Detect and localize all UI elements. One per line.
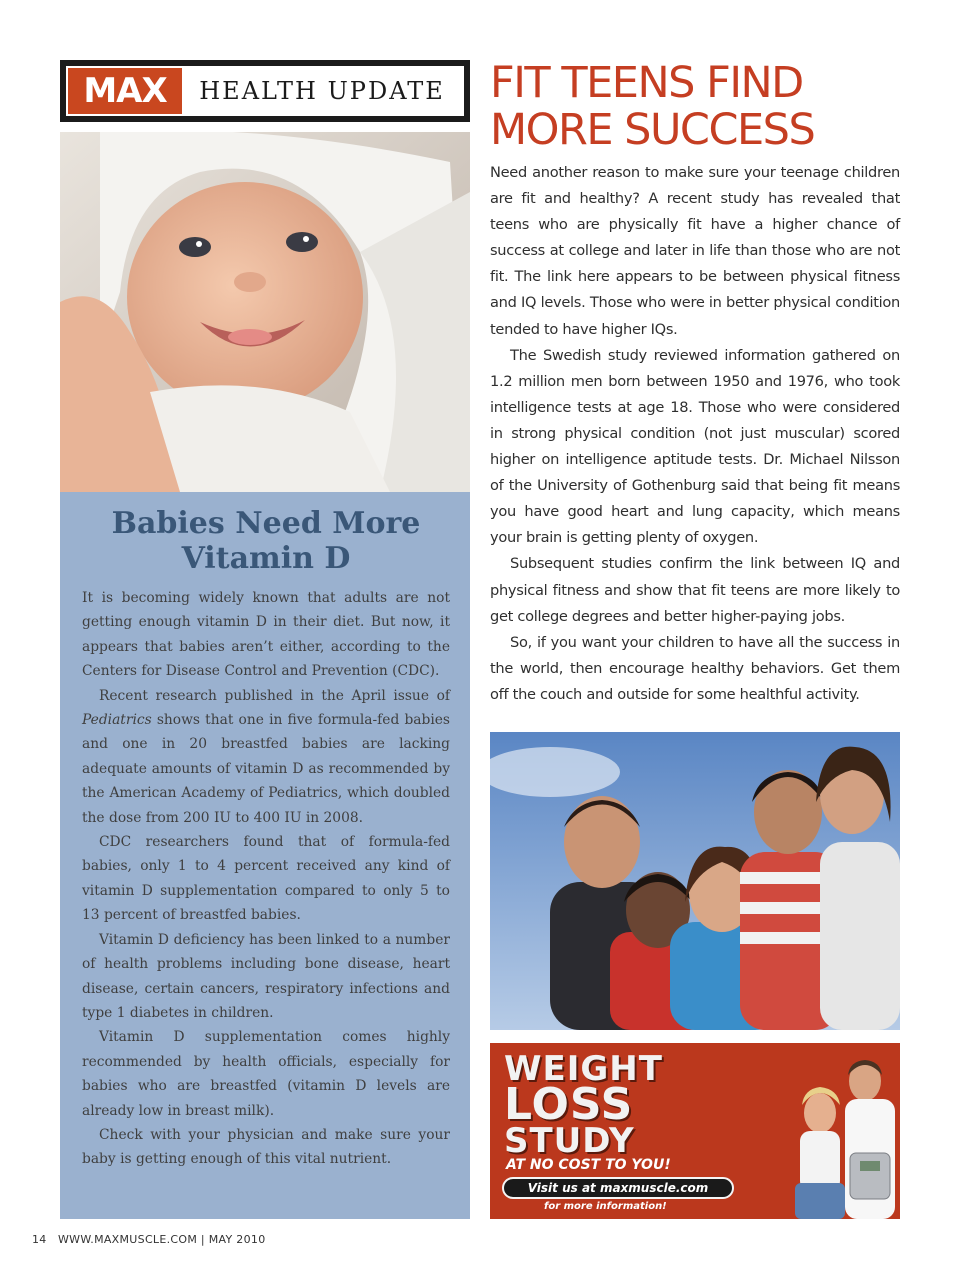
- teens-group-photo: [490, 732, 900, 1030]
- vitamin-d-heading: [82, 506, 450, 576]
- fit-teens-paragraph-1: Need another reason to make sure your teenage children are fit and healthy? A recent study has revealed that teens who are physically fit have a higher chance of success at college and later in life than those who are not fit. The link here appears to be between physical fitness and IQ levels. Those who were in better physical condition tended to have higher IQs.: [490, 164, 900, 338]
- footer-website: WWW.MAXMUSCLE.COM: [58, 1233, 198, 1246]
- vitamin-d-body: [82, 586, 450, 1172]
- pediatrics-journal-name: Pediatrics: [82, 712, 152, 729]
- vitamin-d-paragraph-5: Vitamin D supplementation comes highly recommended by health officials, especially for babies who are breastfed (vitamin D levels are already low in breast milk).: [82, 1029, 450, 1119]
- vitamin-d-paragraph-6: Check with your physician and make sure your baby is getting enough of this vital nutrient.: [82, 1126, 450, 1168]
- ad-more-info-text: for more information!: [544, 1201, 667, 1212]
- ad-no-cost-text: AT NO COST TO YOU!: [506, 1157, 671, 1173]
- baby-photo: [60, 132, 470, 492]
- vitamin-d-paragraph-1: It is becoming widely known that adults are not getting enough vitamin D in their diet. But now, it appears that babies aren’t either, according to the Centers for Disease Control and Prevention (CDC).: [82, 590, 450, 680]
- fit-teens-paragraph-3: Subsequent studies confirm the link between IQ and physical fitness and show that fit teens are more likely to get college degrees and better higher-paying jobs.: [490, 555, 900, 625]
- fit-teens-headline-line1: FIT TEENS FIND: [490, 58, 803, 108]
- ad-headline-weight: WEIGHT: [504, 1049, 663, 1089]
- vitamin-d-heading-line2: Vitamin D: [181, 541, 351, 576]
- fit-teens-body: [490, 160, 900, 708]
- health-update-badge: [60, 60, 470, 122]
- fit-teens-paragraph-2: The Swedish study reviewed information gathered on 1.2 million men born between 1950 and 1976, who took intelligence tests at age 18. Those who were considered in strong physical condition (not just muscular) scored higher on intelligence aptitude tests. Dr. Michael Nilsson of the University of Gothenburg said that being fit means you have good heart and lung capacity, which means your brain is getting plenty of oxygen.: [490, 346, 900, 547]
- badge-inner: [66, 66, 464, 116]
- page-number: 14: [32, 1233, 47, 1246]
- fit-teens-headline-line2: MORE SUCCESS: [490, 105, 815, 155]
- ad-url-pill[interactable]: Visit us at maxmuscle.com: [502, 1177, 734, 1199]
- vitamin-d-heading-line1: Babies Need More: [111, 506, 421, 541]
- vitamin-d-paragraph-2: [82, 684, 450, 830]
- weight-loss-study-ad[interactable]: [490, 1043, 900, 1219]
- footer-issue-date: MAY 2010: [208, 1233, 266, 1246]
- page-footer: [32, 1233, 266, 1246]
- vitamin-d-p2-text-a: Recent research published in the April issue of: [99, 687, 450, 704]
- badge-title: HEALTH UPDATE: [182, 68, 462, 114]
- footer-separator: |: [200, 1233, 205, 1246]
- fit-teens-paragraph-4: So, if you want your children to have all the success in the world, then encourage healthy behaviors. Get them off the couch and outside for some healthful activity.: [490, 633, 900, 703]
- ad-headline-study: STUDY: [504, 1121, 635, 1161]
- fit-teens-headline: [490, 60, 910, 154]
- vitamin-d-sidebar: [60, 492, 470, 1219]
- max-logo: MAX: [68, 68, 182, 114]
- vitamin-d-paragraph-4: Vitamin D deficiency has been linked to a number of health problems including bone disease, heart disease, certain cancers, respiratory infections and type 1 diabetes in children.: [82, 931, 450, 1021]
- vitamin-d-paragraph-3: CDC researchers found that of formula-fed babies, only 1 to 4 percent received any kind of vitamin D supplementation compared to only 5 to 13 percent of breastfed babies.: [82, 834, 450, 924]
- vitamin-d-p2-text-b: shows that one in five formula-fed babies and one in 20 breastfed babies are lacking adequate amounts of vitamin D as recommended by the American Academy of Pediatrics, which doubled the dose from 200 IU to 400 IU in 2008.: [82, 712, 450, 826]
- ad-headline-loss: LOSS: [504, 1079, 634, 1130]
